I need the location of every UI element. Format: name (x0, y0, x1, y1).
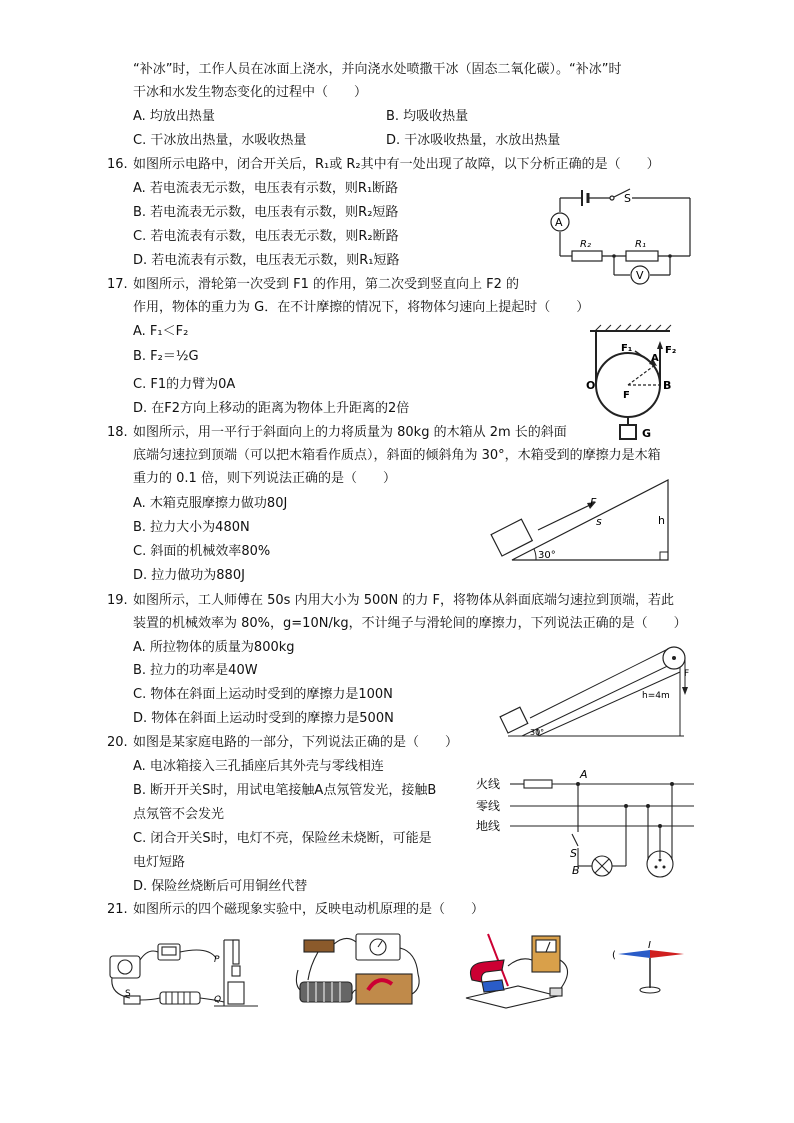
q19-force-label: F (684, 669, 690, 679)
q18-option-b[interactable]: B. 拉力大小为480N (133, 520, 250, 535)
q17-line1: 如图所示，滑轮第一次受到 F1 的作用，第二次受到竖直向上 F2 的 (133, 277, 520, 292)
q16-stem: 如图所示电路中，闭合开关后，R₁或 R₂其中有一处出现了故障，以下分析正确的是（ ） (133, 157, 660, 172)
q17-option-b[interactable]: B. F₂＝½G (133, 349, 199, 364)
q21-fig1-p-label: P (214, 955, 220, 965)
q16-option-d[interactable]: D. 若电流表有示数，电压表无示数，则R₁短路 (133, 253, 400, 268)
q16-option-c[interactable]: C. 若电流表有示数，电压表无示数，则R₂断路 (133, 229, 399, 244)
q21-stem: 如图所示的四个磁现象实验中，反映电动机原理的是（ ） (133, 902, 485, 917)
q19-option-b[interactable]: B. 拉力的功率是40W (133, 663, 258, 678)
q20-household-circuit-diagram (476, 768, 698, 880)
q18-line3: 重力的 0.1 倍，则下列说法正确的是（ ） (133, 471, 396, 486)
q21-figure-3-conductor-in-field (458, 926, 588, 1012)
q17-weight-label: G (642, 427, 652, 440)
q17-point-o-label: O (586, 379, 596, 392)
q20-neutral-wire-label: 零线 (476, 799, 501, 813)
q18-force-label: F (590, 496, 597, 509)
q20-option-b[interactable]: B. 断开开关S时，用试电笔接触A点氖管发光，接触B (133, 783, 437, 798)
q17-f2-label: F₂ (665, 345, 677, 356)
q16-r1-label: R₁ (635, 239, 646, 250)
q20-option-c-cont: 电灯短路 (133, 855, 186, 870)
q19-angle-label: 30° (530, 728, 545, 737)
q15-option-d[interactable]: D. 干冰吸收热量，水放出热量 (386, 133, 561, 148)
q16-circuit-diagram (540, 180, 700, 290)
q16-voltmeter-label: V (636, 269, 644, 282)
q15-line1: “补冰”时，工作人员在冰面上浇水，并向浇水处喷撒干冰（固态二氧化碳）。“补冰”时 (133, 62, 622, 77)
q18-line2: 底端匀速拉到顶端（可以把木箱看作质点），斜面的倾斜角为 30°，木箱受到的摩擦力是木箱 (133, 448, 661, 463)
q17-option-a[interactable]: A. F₁＜F₂ (133, 324, 189, 339)
q18-option-a[interactable]: A. 木箱克服摩擦力做功80J (133, 496, 288, 511)
q21-figure-4-oersted-compass (612, 938, 692, 1002)
q16-option-a[interactable]: A. 若电流表无示数，电压表有示数，则R₁断路 (133, 181, 399, 196)
q20-point-b-label: B (572, 864, 580, 877)
q17-pulley-diagram (585, 325, 695, 445)
q18-number: 18. (107, 425, 128, 440)
q18-option-c[interactable]: C. 斜面的机械效率80% (133, 544, 271, 559)
q18-incline-diagram (492, 478, 678, 564)
q19-option-d[interactable]: D. 物体在斜面上运动时受到的摩擦力是500N (133, 711, 394, 726)
q17-number: 17. (107, 277, 128, 292)
q19-option-c[interactable]: C. 物体在斜面上运动时受到的摩擦力是100N (133, 687, 393, 702)
q16-r2-label: R₂ (580, 239, 591, 250)
q19-height-label: h=4m (642, 691, 670, 701)
q15-option-c[interactable]: C. 干冰放出热量，水吸收热量 (133, 133, 307, 148)
q16-option-b[interactable]: B. 若电流表无示数，电压表有示数，则R₂短路 (133, 205, 399, 220)
q17-line2: 作用，物体的重力为 G．在不计摩擦的情况下，将物体匀速向上提起时（ ） (133, 300, 590, 315)
q17-point-a-label: A (651, 353, 659, 364)
q20-option-b-cont: 点氖管不会发光 (133, 807, 225, 822)
q16-switch-label: S (624, 192, 631, 205)
q17-option-d[interactable]: D. 在F2方向上移动的距离为物体上升距离的2倍 (133, 401, 410, 416)
q16-number: 16. (107, 157, 128, 172)
q17-f1-label: F₁ (621, 343, 633, 354)
q15-option-a[interactable]: A. 均放出热量 (133, 109, 215, 124)
q21-fig4-paren: ( (612, 950, 616, 961)
q19-line1: 如图所示，工人师傅在 50s 内用大小为 500N 的力 F，将物体从斜面底端匀速拉到顶端，若此 (133, 593, 674, 608)
q21-fig4-current-label: I (648, 940, 651, 951)
q17-point-b-label: B (663, 379, 672, 392)
q18-angle-label: 30° (538, 550, 556, 561)
q18-distance-label: s (596, 515, 602, 528)
q20-option-a[interactable]: A. 电冰箱接入三孔插座后其外壳与零线相连 (133, 759, 384, 774)
q18-option-d[interactable]: D. 拉力做功为880J (133, 568, 245, 583)
q20-stem: 如图是某家庭电路的一部分，下列说法正确的是（ ） (133, 735, 459, 750)
q19-line2: 装置的机械效率为 80%，g=10N/kg，不计绳子与滑轮间的摩擦力，下列说法正确的是（ ） (133, 616, 687, 631)
q20-option-d[interactable]: D. 保险丝烧断后可用铜丝代替 (133, 879, 308, 894)
q19-option-a[interactable]: A. 所拉物体的质量为800kg (133, 640, 295, 655)
q20-live-wire-label: 火线 (476, 777, 501, 791)
q20-switch-label: S (570, 847, 577, 860)
q20-number: 20. (107, 735, 128, 750)
q19-incline-pulley-diagram (494, 640, 698, 740)
q17-option-c[interactable]: C. F1的力臂为0A (133, 377, 236, 392)
q15-option-b[interactable]: B. 均吸收热量 (386, 109, 469, 124)
q20-ground-wire-label: 地线 (476, 819, 501, 833)
q21-figure-2-induction-coil (292, 930, 442, 1012)
q21-fig1-q-label: Q (214, 995, 222, 1005)
q20-option-c[interactable]: C. 闭合开关S时，电灯不亮，保险丝未烧断，可能是 (133, 831, 432, 846)
q15-line2: 干冰和水发生物态变化的过程中（ ） (133, 85, 368, 100)
q21-number: 21. (107, 902, 128, 917)
q21-figure-1-electromagnet-spring (108, 930, 268, 1012)
q17-point-f-label: F (623, 390, 630, 401)
q18-height-label: h (658, 514, 665, 527)
q20-point-a-label: A (580, 768, 588, 781)
q19-number: 19. (107, 593, 128, 608)
q16-ammeter-label: A (555, 216, 563, 229)
q18-line1: 如图所示，用一平行于斜面向上的力将质量为 80kg 的木箱从 2m 长的斜面 (133, 425, 567, 440)
q21-fig1-switch-label: S (125, 989, 131, 999)
